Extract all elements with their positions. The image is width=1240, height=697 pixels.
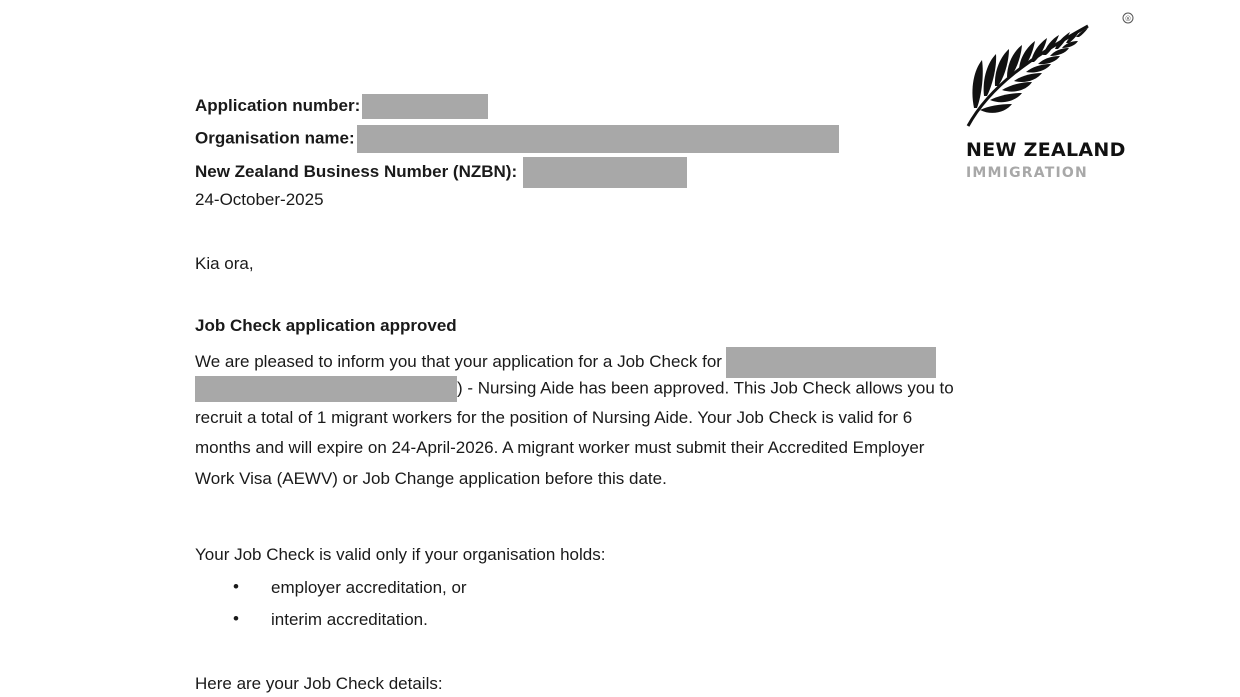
paragraph-line-1: We are pleased to inform you that your application for a Job Check for — [195, 347, 936, 378]
redacted-employer-name — [195, 376, 457, 402]
redacted-application-number — [362, 94, 488, 119]
bullet-icon: • — [233, 609, 239, 628]
application-number-label: Application number: — [195, 95, 361, 115]
organisation-name-row — [195, 125, 839, 153]
redacted-nzbn — [523, 157, 687, 188]
bullet-icon: • — [233, 577, 239, 596]
organisation-name-label: Organisation name: — [195, 128, 355, 148]
paragraph-line-3: recruit a total of 1 migrant workers for the position of Nursing Aide. Your Job Check is valid for 6 — [195, 408, 913, 427]
letter-date: 24-October-2025 — [195, 190, 324, 209]
paragraph-line-5: Work Visa (AEWV) or Job Change application before this date. — [195, 469, 667, 488]
logo-name: NEW ZEALAND — [966, 139, 1126, 161]
nzbn-row — [195, 157, 687, 188]
nzbn-label: New Zealand Business Number (NZBN): — [195, 161, 518, 181]
redacted-job-title — [726, 347, 936, 378]
list-item: interim accreditation. — [271, 610, 428, 629]
redacted-organisation-name — [357, 125, 839, 153]
registered-mark: ® — [1124, 15, 1132, 23]
greeting: Kia ora, — [195, 254, 254, 273]
approval-heading: Job Check application approved — [195, 316, 457, 335]
silver-fern-logo-icon — [960, 8, 1140, 188]
paragraph-line-4: months and will expire on 24-April-2026. A migrant worker must submit their Accredited Employer — [195, 438, 925, 457]
logo-subtitle: IMMIGRATION — [966, 165, 1088, 181]
validity-intro: Your Job Check is valid only if your organisation holds: — [195, 545, 606, 564]
application-number-row — [195, 94, 488, 119]
paragraph-line-2: ) - Nursing Aide has been approved. This Job Check allows you to — [195, 376, 954, 402]
list-item: employer accreditation, or — [271, 578, 467, 597]
details-intro: Here are your Job Check details: — [195, 674, 443, 693]
